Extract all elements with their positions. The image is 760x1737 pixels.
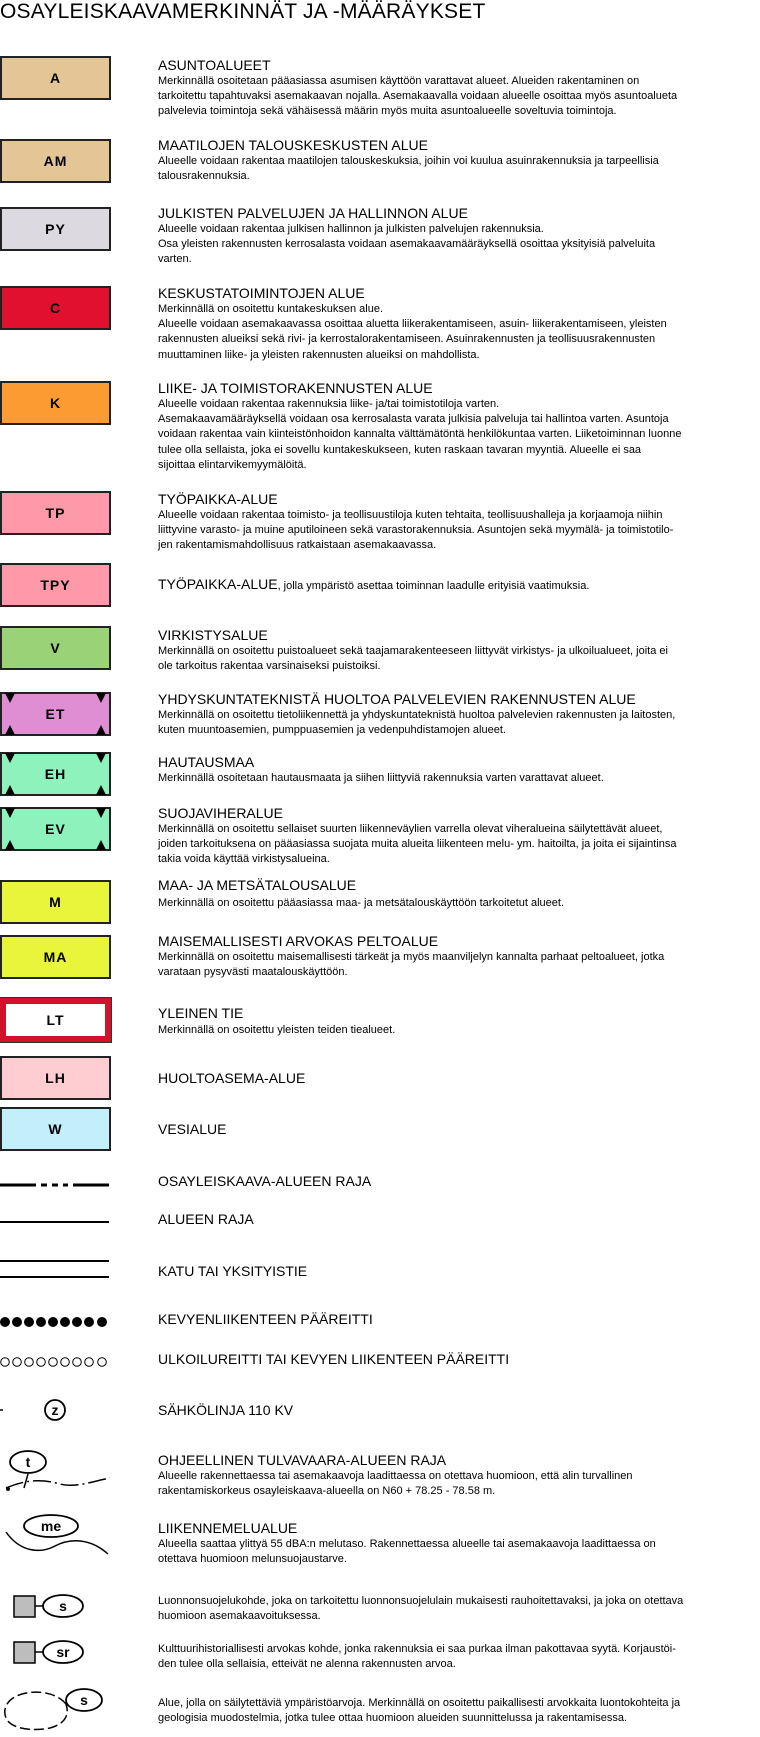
environment-area-icon xyxy=(0,1686,115,1734)
triangle-marker-icon xyxy=(5,808,15,818)
zone-heading: HAUTAUSMAA xyxy=(158,754,255,770)
line-heading: ALUEEN RAJA xyxy=(158,1211,254,1227)
zone-description: Merkinnällä on osoitettu kuntakeskuksen alue. Alueelle voidaan asemakaavassa osoittaa aluetta liikerakentamiseen, asuin- liikerakentamiseen, yleisten rakennusten alueiksi sekä rivi- ja kerrostalorakentamiseen. Asuinrakennusten ja teollisuusrakennusten muuttaminen liike- ja yleisten rakennusten alueiksi on mahdollista. xyxy=(158,303,667,361)
swatch-tp xyxy=(0,491,111,535)
zone-description: Merkinnällä on osoitettu yleisten teiden tiealueet. xyxy=(158,1024,396,1036)
heritage-label: sr xyxy=(56,1644,70,1660)
zone-code: LT xyxy=(46,1012,65,1028)
cultural-heritage-icon xyxy=(0,1636,115,1668)
zone-description: Alueelle voidaan rakentaa toimisto- ja teollisuustiloja kuten tehtaita, teollisuushalleja ja korjaamoja niihin liittyvine varasto- ja muine aputiloineen sekä varastorakennuksia. Asuntojen sekä myymälä- ja toimistotilo- jen rakentamismahdollisuus ratkaistaan asemakaavassa. xyxy=(158,509,674,552)
swatch-m xyxy=(0,880,111,924)
zone-code: K xyxy=(49,395,62,411)
line-heading: KEVYENLIIKENTEEN PÄÄREITTI xyxy=(158,1311,373,1327)
zone-description: Merkinnällä on osoitettu sellaiset suurten liikenneväylien varrella olevat viheralueina säilytettävät alueet, joiden tarkoituksena on pääasiassa suojata muita alueita liikenteen melu- ym. haitoilta, ja joita ei sijaintinsa takia voida käyttää virkistysalueina. xyxy=(158,823,677,866)
powerline-z-icon xyxy=(0,1392,115,1428)
zone-code: LH xyxy=(45,1070,66,1086)
zone-code: A xyxy=(49,70,62,86)
triangle-marker-icon xyxy=(96,840,106,850)
noise-area-icon xyxy=(0,1512,115,1560)
flood-label: t xyxy=(25,1454,31,1470)
triangle-marker-icon xyxy=(96,753,106,763)
zone-heading: MAISEMALLISESTI ARVOKAS PELTOALUE xyxy=(158,933,439,949)
zone-description: Merkinnällä osoitetaan pääasiassa asumisen käyttöön varattavat alueet. Alueiden rakentaminen on tarkoitettu tapahtuvaksi asemakaavan nojalla. Asemakaavalla voidaan alueelle osoittaa myös asuntoalueta palvelevia toimintoja sekä vähäisessä määrin myös muita asuntoalueelle soveltuvia toimintoja. xyxy=(158,75,678,118)
zone-heading: LIIKE- JA TOIMISTORAKENNUSTEN ALUE xyxy=(158,380,433,396)
triangle-marker-icon xyxy=(96,808,106,818)
triangle-marker-icon xyxy=(96,725,106,735)
zone-heading: KESKUSTATOIMINTOJEN ALUE xyxy=(158,285,365,301)
swatch-am xyxy=(0,139,111,183)
swatch-eh xyxy=(0,752,111,796)
swatch-v xyxy=(0,626,111,670)
special-description: Alueella saattaa ylittyä 55 dBA:n melutaso. Rakennettaessa alueelle tai asemakaavoja laadittaessa on otettava huomioon melunsuojaustarve. xyxy=(158,1538,656,1566)
nature-protection-icon xyxy=(0,1590,115,1622)
solid-line-icon xyxy=(0,1206,115,1236)
noise-label: me xyxy=(40,1518,62,1534)
line-heading: KATU TAI YKSITYISTIE xyxy=(158,1263,308,1279)
triangle-marker-icon xyxy=(5,693,15,703)
zone-heading: VESIALUE xyxy=(158,1121,227,1137)
triangle-marker-icon xyxy=(96,693,106,703)
flood-boundary-icon xyxy=(0,1448,115,1498)
zone-heading-rest: , jolla ympäristö asettaa toiminnan laadulle erityisiä vaatimuksia. xyxy=(277,580,590,592)
special-description: Alue, jolla on säilytettäviä ympäristöarvoja. Merkinnällä on osoitettu paikallisesti arvokkaita luontokohteita ja geologisia muodostelmia, jotka tulee ottaa huomioon alueiden suunnittelussa ja rakentamisessa. xyxy=(158,1697,681,1725)
line-heading: OSAYLEISKAAVA-ALUEEN RAJA xyxy=(158,1173,372,1189)
zone-description: Merkinnällä osoitetaan hautausmaata ja siihen liittyviä rakennuksia varten varattavat alueet. xyxy=(158,772,604,784)
zone-code: EH xyxy=(44,766,67,782)
zone-heading: MAATILOJEN TALOUSKESKUSTEN ALUE xyxy=(158,137,428,153)
swatch-ev xyxy=(0,807,111,851)
zone-description: Alueelle voidaan rakentaa maatilojen talouskeskuksia, joihin voi kuulua asuinrakennuksia ja tarpeellisia talousrakennuksia. xyxy=(158,155,659,183)
zone-code: ET xyxy=(45,706,66,722)
swatch-py xyxy=(0,207,111,251)
zone-description: Merkinnällä on osoitettu puistoalueet sekä taajamarakenteeseen liittyvät virkistys- ja ulkoilualueet, joita ei ole tarkoitus rakentaa varsinaiseksi puistoiksi. xyxy=(158,645,668,673)
zone-description: Alueelle voidaan rakentaa julkisen hallinnon ja julkisten palvelujen rakennuksia. Osa yleisten rakennusten kerrosalasta voidaan asemakaavamääräyksellä osoittaa yksityisiä palveluita varten. xyxy=(158,223,656,266)
zone-heading: MAA- JA METSÄTALOUSALUE xyxy=(158,877,357,893)
zone-heading: ASUNTOALUEET xyxy=(158,57,271,73)
zone-code: V xyxy=(50,640,61,656)
special-heading: OHJEELLINEN TULVAVAARA-ALUEEN RAJA xyxy=(158,1452,447,1468)
zone-code: TP xyxy=(45,505,66,521)
triangle-marker-icon xyxy=(5,725,15,735)
page-title: OSAYLEISKAAVAMERKINNÄT JA -MÄÄRÄYKSET xyxy=(0,0,486,23)
zone-code: EV xyxy=(45,821,66,837)
zone-heading: TYÖPAIKKA-ALUE xyxy=(158,491,278,507)
swatch-k xyxy=(0,381,111,425)
zone-code: C xyxy=(49,300,62,316)
environment-label: s xyxy=(80,1692,88,1708)
special-heading: LIIKENNEMELUALUE xyxy=(158,1520,298,1536)
zone-code: M xyxy=(49,894,62,910)
zone-description: Merkinnällä on osoitettu maisemallisesti tärkeät ja myös maanviljelyn kannalta parhaat peltoalueet, jotka varataan pysyvästi maatalouskäyttöön. xyxy=(158,951,665,979)
special-description: Kulttuurihistoriallisesti arvokas kohde, jonka rakennuksia ei saa purkaa ilman pakottavaa syytä. Korjaustöi- den tulee olla sellaisia, etteivät ne alenna rakennusten arvoa. xyxy=(158,1643,676,1671)
zone-heading: JULKISTEN PALVELUJEN JA HALLINNON ALUE xyxy=(158,205,468,221)
swatch-w xyxy=(0,1107,111,1151)
powerline-label: z xyxy=(51,1402,59,1418)
swatch-ma xyxy=(0,935,111,979)
triangle-marker-icon xyxy=(5,785,15,795)
zone-heading: YLEINEN TIE xyxy=(158,1005,244,1021)
line-heading: ULKOILUREITTI TAI KEVYEN LIIKENTEEN PÄÄREITTI xyxy=(158,1351,510,1367)
dash-dot-line-icon xyxy=(0,1170,115,1200)
zone-heading: SUOJAVIHERALUE xyxy=(158,805,283,821)
filled-dots-icon xyxy=(0,1306,115,1336)
zone-code: W xyxy=(48,1121,63,1137)
open-dots-icon xyxy=(0,1346,115,1376)
swatch-lt xyxy=(0,998,111,1042)
swatch-et xyxy=(0,692,111,736)
zone-code: TPY xyxy=(40,577,71,593)
zone-heading: HUOLTOASEMA-ALUE xyxy=(158,1070,306,1086)
triangle-marker-icon xyxy=(96,785,106,795)
triangle-marker-icon xyxy=(5,753,15,763)
special-description: Alueelle rakennettaessa tai asemakaavoja laadittaessa on otettava huomioon, että alin turvallinen rakentamiskorkeus osayleiskaava-alueella on N60 + 78.25 - 78.58 m. xyxy=(158,1470,633,1498)
zone-code: MA xyxy=(43,949,68,965)
triangle-marker-icon xyxy=(5,840,15,850)
swatch-tpy xyxy=(0,563,111,607)
swatch-a xyxy=(0,56,111,100)
double-line-icon xyxy=(0,1252,115,1282)
zone-heading: TYÖPAIKKA-ALUE, jolla ympäristö asettaa toiminnan laadulle erityisiä vaatimuksia. xyxy=(158,576,590,592)
swatch-c xyxy=(0,286,111,330)
zone-description: Merkinnällä on osoitettu pääasiassa maa- ja metsätalouskäyttöön tarkoitetut alueet. xyxy=(158,897,565,909)
zone-heading: VIRKISTYSALUE xyxy=(158,627,268,643)
zone-code: AM xyxy=(43,153,68,169)
swatch-lh xyxy=(0,1056,111,1100)
zone-description: Merkinnällä on osoitettu tietoliikennettä ja yhdyskuntateknistä huoltoa palvelevien rakennusten ja laitosten, kuten muuntoasemien, pumppuasemien ja vedenpuhdistamojen alueet. xyxy=(158,709,676,737)
special-description: Luonnonsuojelukohde, joka on tarkoitettu luonnonsuojelulain mukaisesti rauhoitettavaksi, ja joka on otettava huomioon asemakaavoituksessa. xyxy=(158,1595,684,1623)
zone-code: PY xyxy=(45,221,66,237)
zone-description: Alueelle voidaan rakentaa rakennuksia liike- ja/tai toimistotiloja varten. Asemakaavamääräyksellä voidaan osa kerrosalasta varata julkisia palveluja tai hallintoa varten. Asuntoja voidaan rakentaa vain kiinteistönhoidon kannalta välttämätöntä henkilökuntaa varten. Liiketoiminnan luonne tulee olla sellaista, joka ei sovellu kuntakeskukseen, kuten raskaan tavaran myyntiä. Alueelle ei saa sijoittaa elintarvikemyymälöitä. xyxy=(158,398,682,471)
nature-label: s xyxy=(59,1598,67,1614)
line-heading: SÄHKÖLINJA 110 KV xyxy=(158,1402,294,1418)
zone-heading: YHDYSKUNTATEKNISTÄ HUOLTOA PALVELEVIEN RAKENNUSTEN ALUE xyxy=(158,691,636,707)
